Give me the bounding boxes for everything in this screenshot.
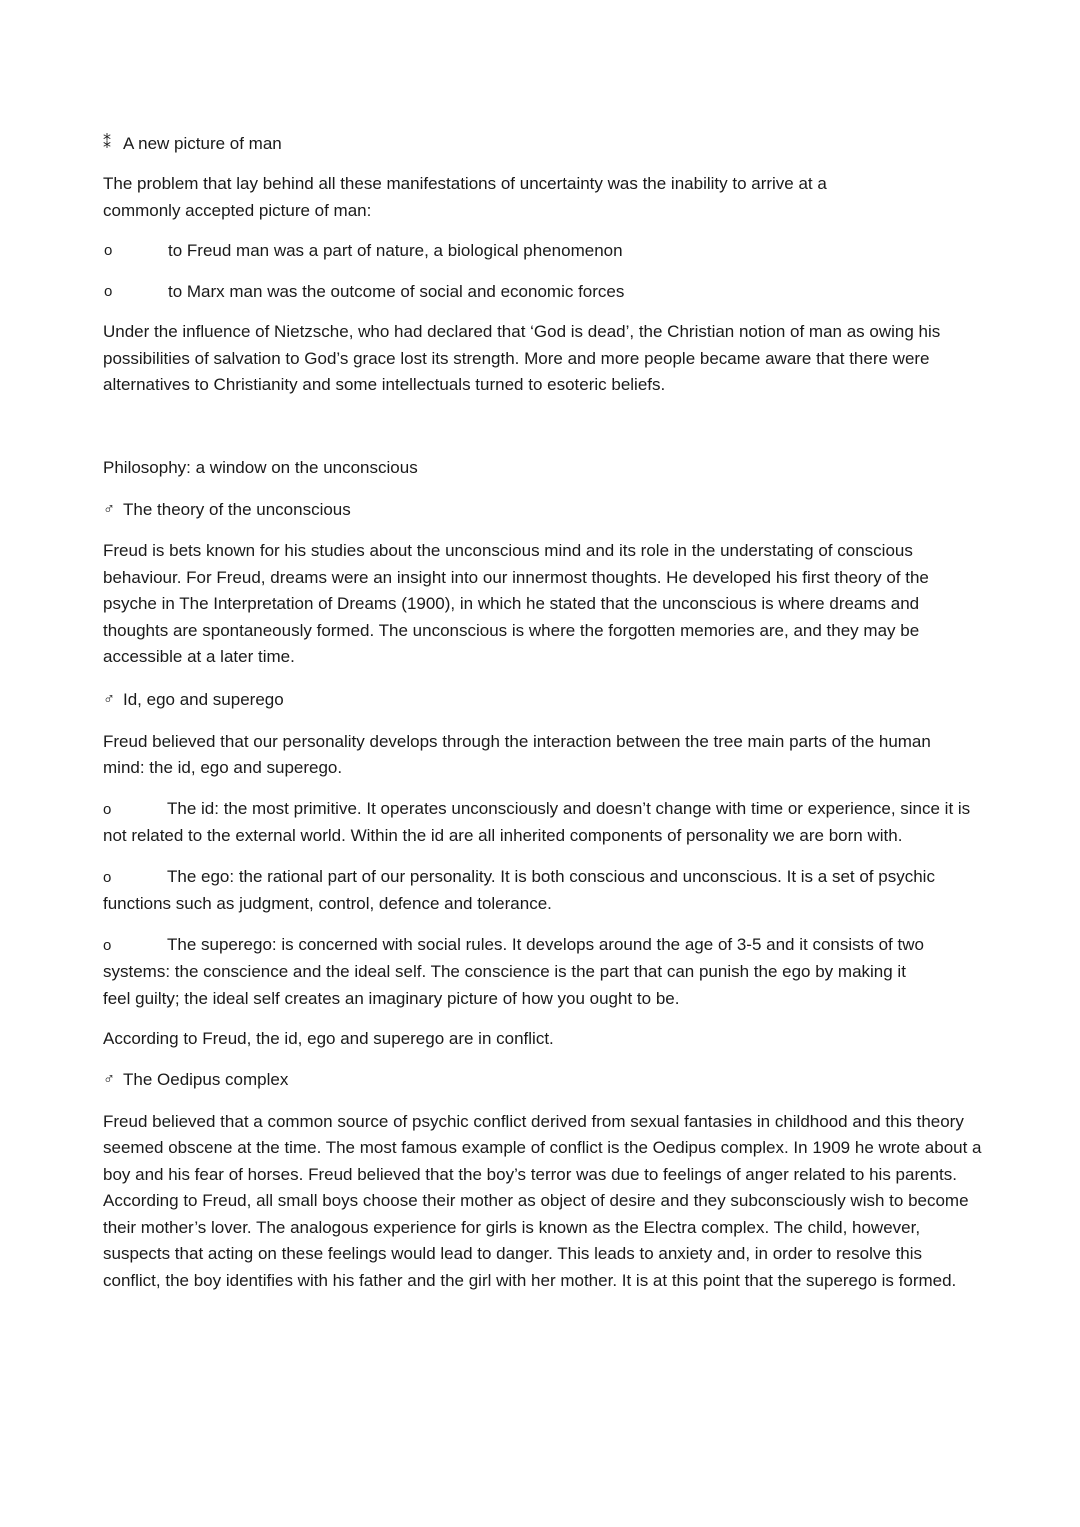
subheading-text: Id, ego and superego	[123, 690, 284, 710]
subheading-unconscious	[103, 496, 983, 524]
section-heading-new-picture	[103, 130, 983, 158]
list-item-text: The superego: is concerned with social rules. It develops around the age of 3-5 and it consists of two systems: the conscience and the ideal self. The conscience is the part that can punish the ego by making it feel guilty; the ideal self creates an imaginary picture of how you ought to be.	[103, 934, 924, 1008]
list-item	[103, 864, 983, 918]
bullet-marker: o	[103, 868, 112, 886]
pen-icon: ♂	[103, 691, 115, 709]
document-page	[103, 130, 983, 1294]
list-item-text: to Marx man was the outcome of social and economic forces	[168, 282, 625, 301]
closing-paragraph: Under the influence of Nietzsche, who had declared that ‘God is dead’, the Christian notion of man as owing his possibilities of salvation to God’s grace lost its strength. More and more people became aware that there were alternatives to Christianity and some intellectuals turned to esoteric beliefs.	[103, 322, 941, 394]
intro-paragraph: The problem that lay behind all these manifestations of uncertainty was the inability to arrive at a commonly accepted picture of man:	[103, 174, 827, 220]
list-item-text: to Freud man was a part of nature, a biological phenomenon	[168, 241, 623, 260]
list-item	[103, 932, 933, 1013]
list-item	[103, 279, 983, 305]
section-title-philosophy: Philosophy: a window on the unconscious	[103, 457, 418, 477]
section-heading-text: A new picture of man	[123, 133, 282, 153]
list-item	[103, 796, 983, 850]
list-item-text: The ego: the rational part of our personality. It is both conscious and unconscious. It is a set of psychic functions such as judgment, control, defence and tolerance.	[103, 866, 935, 913]
list-item-text: The id: the most primitive. It operates unconsciously and doesn’t change with time or experience, since it is not related to the external world. Within the id are all inherited components of personality we are born with.	[103, 798, 971, 845]
subheading-id-ego-superego	[103, 687, 983, 715]
subheading-oedipus	[103, 1067, 983, 1095]
pen-icon: ♂	[103, 1071, 115, 1089]
unconscious-paragraph: Freud is bets known for his studies about the unconscious mind and its role in the understating of conscious behaviour. For Freud, dreams were an insight into our innermost thoughts. He developed his first theory of the psyche in The Interpretation of Dreams (1900), in which he stated that the unconscious is where dreams and thoughts are spontaneously formed. The unconscious is where the forgotten memories are, and they may be accessible at a later time.	[103, 541, 929, 666]
subheading-text: The theory of the unconscious	[123, 499, 351, 519]
oedipus-paragraph: Freud believed that a common source of psychic conflict derived from sexual fantasies in childhood and this theory seemed obscene at the time. The most famous example of conflict is the Oedipus complex. In 1909 he wrote about a boy and his fear of horses. Freud believed that the boy’s terror was due to feelings of anger related to his parents. According to Freud, all small boys choose their mother as object of desire and they subconsciously wish to become their mother’s lover. The analogous experience for girls is known as the Electra complex. The child, however, suspects that acting on these feelings would lead to danger. This leads to anxiety and, in order to resolve this conflict, the boy identifies with his father and the girl with her mother. It is at this point that the superego is formed.	[103, 1111, 982, 1290]
subheading-text: The Oedipus complex	[123, 1070, 289, 1090]
pen-icon: ♂	[103, 500, 115, 518]
sparkle-icon: ⁑	[103, 134, 111, 152]
list-item	[103, 238, 983, 264]
bullet-marker: o	[104, 242, 113, 259]
bullet-marker: o	[103, 800, 112, 818]
bullet-marker: o	[103, 936, 112, 954]
conflict-statement: According to Freud, the id, ego and superego are in conflict.	[103, 1029, 554, 1048]
bullet-marker: o	[104, 283, 113, 300]
id-ego-intro: Freud believed that our personality develops through the interaction between the tree main parts of the human mind: the id, ego and superego.	[103, 731, 931, 777]
